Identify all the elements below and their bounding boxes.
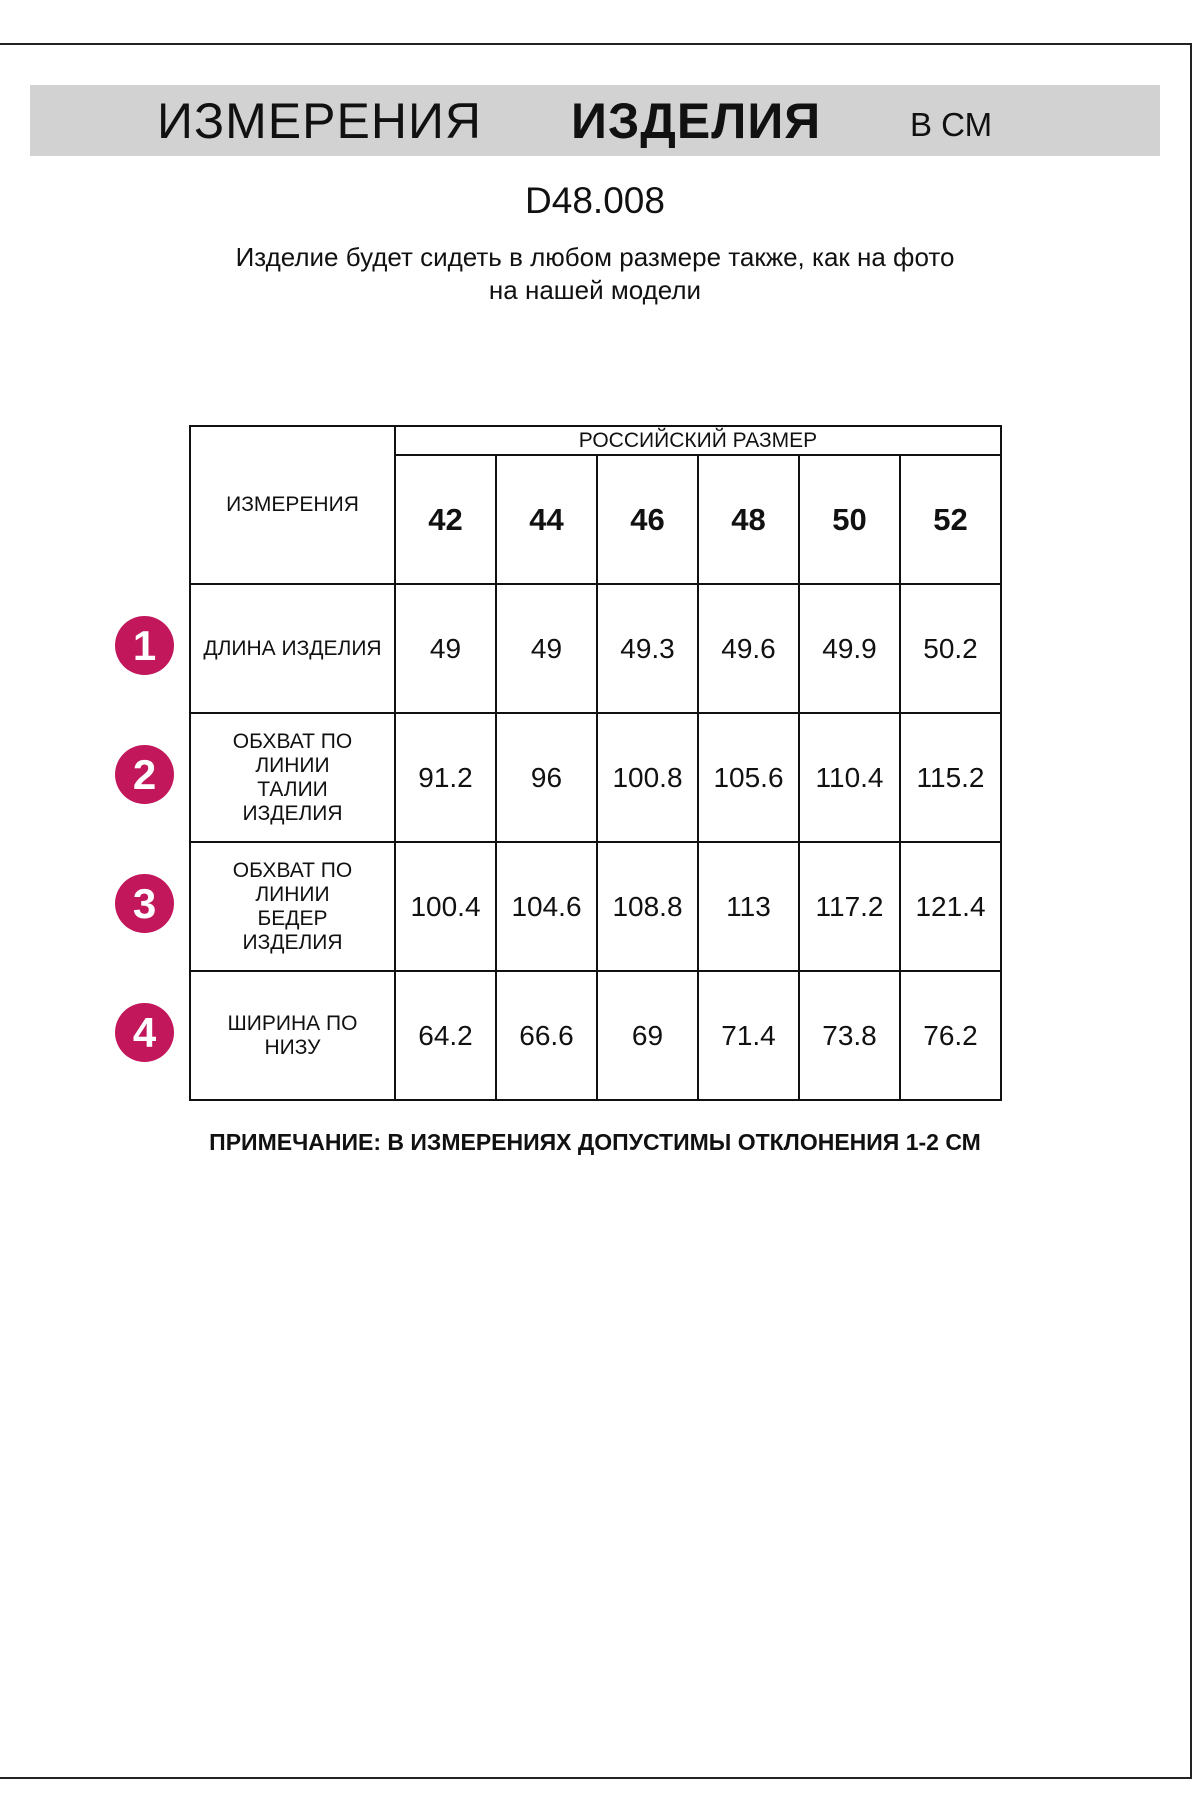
table-cell: 117.2 bbox=[799, 842, 900, 971]
row-number-badge-2: 2 bbox=[115, 745, 174, 804]
table-cell: 49 bbox=[395, 584, 496, 713]
row-label-hem-width bbox=[190, 971, 395, 1100]
tolerance-note: ПРИМЕЧАНИЕ: В ИЗМЕРЕНИЯХ ДОПУСТИМЫ ОТКЛОНЕНИЯ 1-2 СМ bbox=[209, 1129, 981, 1155]
size-table bbox=[189, 425, 1002, 1101]
size-header-48: 48 bbox=[698, 455, 799, 584]
table-cell: 121.4 bbox=[900, 842, 1001, 971]
table-row bbox=[190, 971, 1001, 1100]
table-cell: 50.2 bbox=[900, 584, 1001, 713]
table-cell: 49.9 bbox=[799, 584, 900, 713]
row-number-badge-4: 4 bbox=[115, 1003, 174, 1062]
table-cell: 49.6 bbox=[698, 584, 799, 713]
fit-description-line-1: Изделие будет сидеть в любом размере также, как на фото bbox=[235, 242, 955, 272]
table-cell: 110.4 bbox=[799, 713, 900, 842]
table-cell: 108.8 bbox=[597, 842, 698, 971]
table-cell: 100.4 bbox=[395, 842, 496, 971]
article-number: D48.008 bbox=[525, 180, 665, 221]
table-cell: 100.8 bbox=[597, 713, 698, 842]
row-label-hips bbox=[190, 842, 395, 971]
size-group-header: РОССИЙСКИЙ РАЗМЕР bbox=[395, 426, 1001, 455]
table-cell: 76.2 bbox=[900, 971, 1001, 1100]
table-cell: 113 bbox=[698, 842, 799, 971]
measurements-header: ИЗМЕРЕНИЯ bbox=[190, 426, 395, 584]
table-row bbox=[190, 842, 1001, 971]
table-cell: 69 bbox=[597, 971, 698, 1100]
table-header-row bbox=[190, 426, 1001, 455]
table-cell: 73.8 bbox=[799, 971, 900, 1100]
table-cell: 49.3 bbox=[597, 584, 698, 713]
size-header-44: 44 bbox=[496, 455, 597, 584]
header-title-product: ИЗДЕЛИЯ bbox=[571, 93, 822, 149]
header-title-measurements: ИЗМЕРЕНИЯ bbox=[157, 93, 482, 149]
table-cell: 115.2 bbox=[900, 713, 1001, 842]
table-cell: 96 bbox=[496, 713, 597, 842]
size-header-50: 50 bbox=[799, 455, 900, 584]
table-cell: 104.6 bbox=[496, 842, 597, 971]
size-header-42: 42 bbox=[395, 455, 496, 584]
row-number-badge-1: 1 bbox=[115, 616, 174, 675]
table-cell: 66.6 bbox=[496, 971, 597, 1100]
fit-description bbox=[0, 241, 1190, 307]
size-header-46: 46 bbox=[597, 455, 698, 584]
row-label-hem-width-text: ШИРИНА ПО НИЗУ bbox=[227, 1011, 358, 1059]
table-cell: 91.2 bbox=[395, 713, 496, 842]
row-number-badge-3: 3 bbox=[115, 874, 174, 933]
table-row bbox=[190, 713, 1001, 842]
row-label-hips-text: ОБХВАТ ПО ЛИНИИ БЕДЕР ИЗДЕЛИЯ bbox=[232, 858, 353, 954]
size-header-52: 52 bbox=[900, 455, 1001, 584]
row-label-length: ДЛИНА ИЗДЕЛИЯ bbox=[190, 584, 395, 713]
table-cell: 49 bbox=[496, 584, 597, 713]
fit-description-line-2: на нашей модели bbox=[488, 275, 702, 305]
table-cell: 71.4 bbox=[698, 971, 799, 1100]
table-row bbox=[190, 584, 1001, 713]
table-cell: 64.2 bbox=[395, 971, 496, 1100]
table-cell: 105.6 bbox=[698, 713, 799, 842]
row-label-waist-text: ОБХВАТ ПО ЛИНИИ ТАЛИИ ИЗДЕЛИЯ bbox=[232, 729, 353, 825]
row-label-waist bbox=[190, 713, 395, 842]
header-unit: В СМ bbox=[910, 106, 993, 143]
